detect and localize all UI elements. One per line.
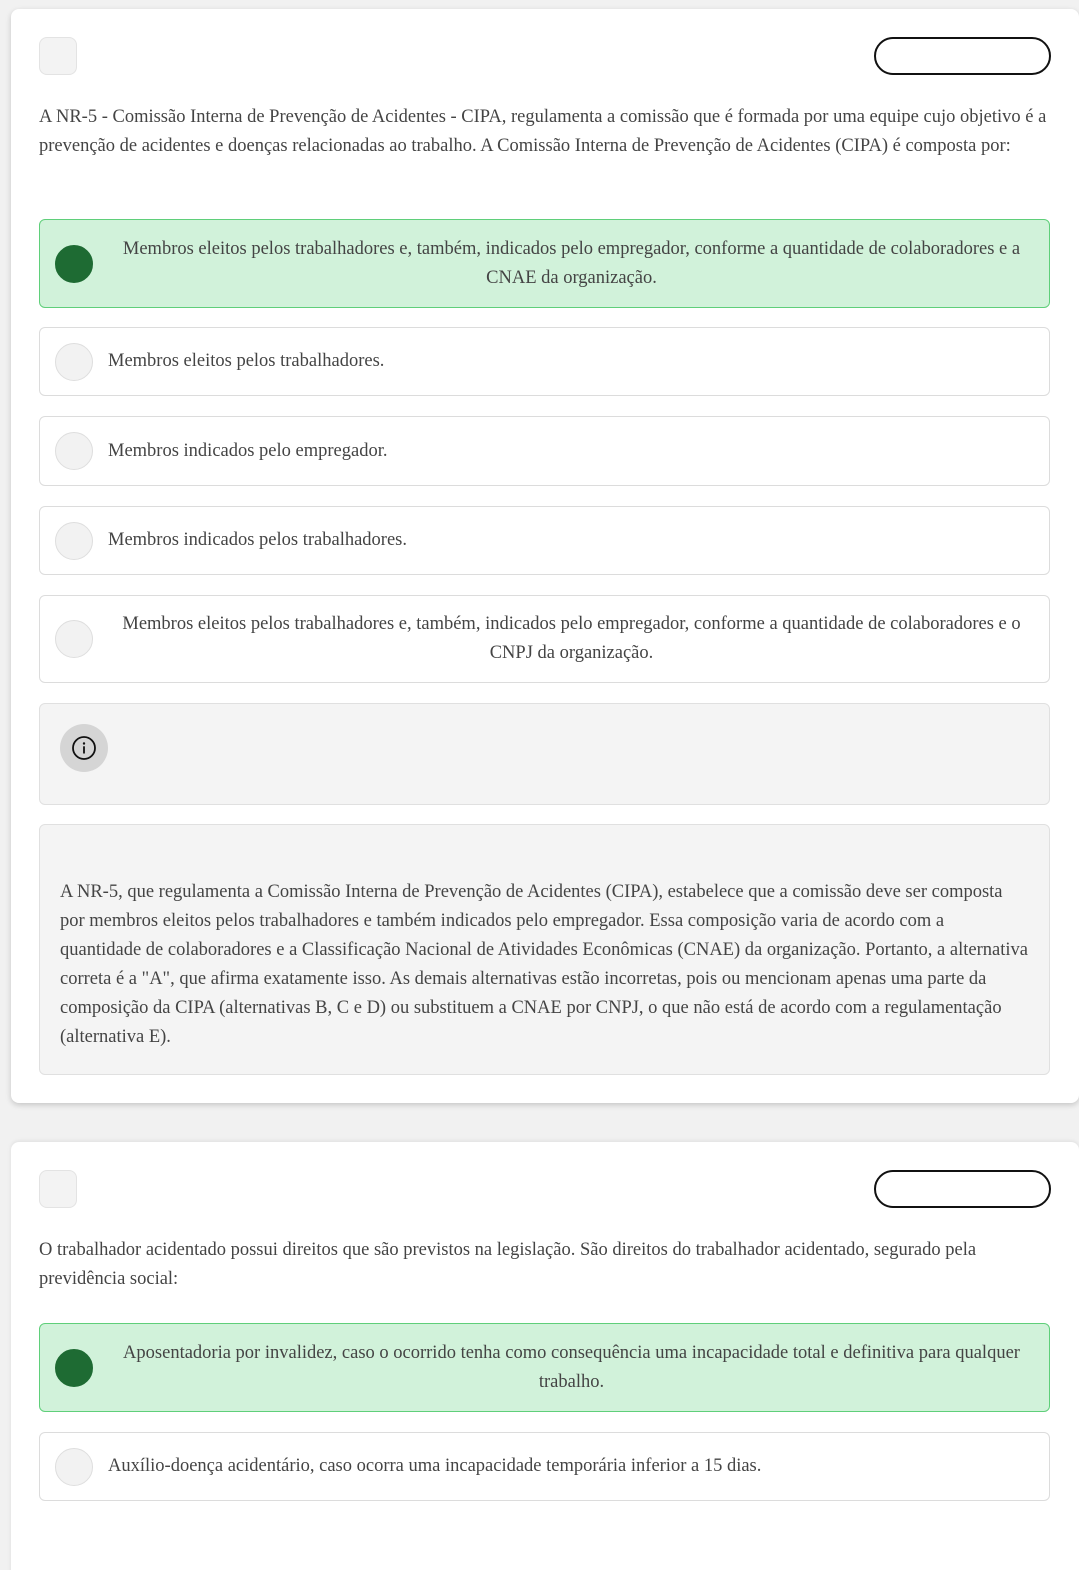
option-a-text: Aposentadoria por invalidez, caso o ocorrido tenha como consequência uma incapacidade total e definitiva para qualquer trabalho. xyxy=(123,1342,1020,1392)
option-e[interactable] xyxy=(39,595,1050,683)
option-d[interactable] xyxy=(39,506,1050,575)
option-a[interactable] xyxy=(39,1323,1050,1412)
radio-unselected[interactable] xyxy=(55,432,93,470)
radio-unselected[interactable] xyxy=(55,1448,93,1486)
option-b[interactable] xyxy=(39,1432,1050,1501)
question-action-button[interactable] xyxy=(874,1170,1051,1208)
radio-selected[interactable] xyxy=(55,245,93,283)
question-text: O trabalhador acidentado possui direitos que são previstos na legislação. São direitos do trabalhador acidentado, segurado pela previdência social: xyxy=(39,1240,977,1289)
info-icon xyxy=(71,735,97,761)
question-action-button[interactable] xyxy=(874,37,1051,75)
radio-unselected[interactable] xyxy=(55,522,93,560)
radio-unselected[interactable] xyxy=(55,343,93,381)
option-a[interactable] xyxy=(39,219,1050,308)
question-text: A NR-5 - Comissão Interna de Prevenção de Acidentes - CIPA, regulamenta a comissão que é formada por uma equipe cujo objetivo é a prevenção de acidentes e doenças relacionadas ao trabalho. A Comissão Interna de Prevenção de Acidentes (CIPA) é composta por: xyxy=(39,107,1047,156)
option-c-text: Membros indicados pelo empregador. xyxy=(108,440,388,461)
question-card-2 xyxy=(11,1142,1079,1570)
option-c[interactable] xyxy=(39,416,1050,486)
option-b-text: Membros eleitos pelos trabalhadores. xyxy=(108,351,385,371)
question-card-1 xyxy=(11,9,1079,1103)
explanation-text: A NR-5, que regulamenta a Comissão Interna de Prevenção de Acidentes (CIPA), estabelece que a comissão deve ser composta por membros eleitos pelos trabalhadores e também indicados pelo empregador. Essa composição varia de acordo com a quantidade de colaboradores e a Classificação Nacional de Atividades Econômicas (CNAE) da organização. Portanto, a alternativa correta é a "A", que afirma exatamente isso. As demais alternativas estão incorretas, pois ou mencionam apenas uma parte da composição da CIPA (alternativas B, C e D) ou substituem a CNAE por CNPJ, o que não está de acordo com a regulamentação (alternativa E). xyxy=(39,824,1050,1075)
info-button[interactable] xyxy=(60,724,108,772)
radio-selected[interactable] xyxy=(55,1349,93,1387)
question-number-badge xyxy=(39,1170,77,1208)
question-number-badge xyxy=(39,37,77,75)
option-e-text: Membros eleitos pelos trabalhadores e, também, indicados pelo empregador, conforme a quantidade de colaboradores e o CNPJ da organização. xyxy=(122,614,1021,663)
option-b[interactable] xyxy=(39,327,1050,396)
option-d-text: Membros indicados pelos trabalhadores. xyxy=(108,530,408,550)
info-panel xyxy=(39,703,1050,805)
option-b-text: Auxílio-doença acidentário, caso ocorra uma incapacidade temporária inferior a 15 dias. xyxy=(108,1456,762,1476)
radio-unselected[interactable] xyxy=(55,620,93,658)
option-a-text: Membros eleitos pelos trabalhadores e, também, indicados pelo empregador, conforme a quantidade de colaboradores e a CNAE da organização. xyxy=(122,238,1021,288)
